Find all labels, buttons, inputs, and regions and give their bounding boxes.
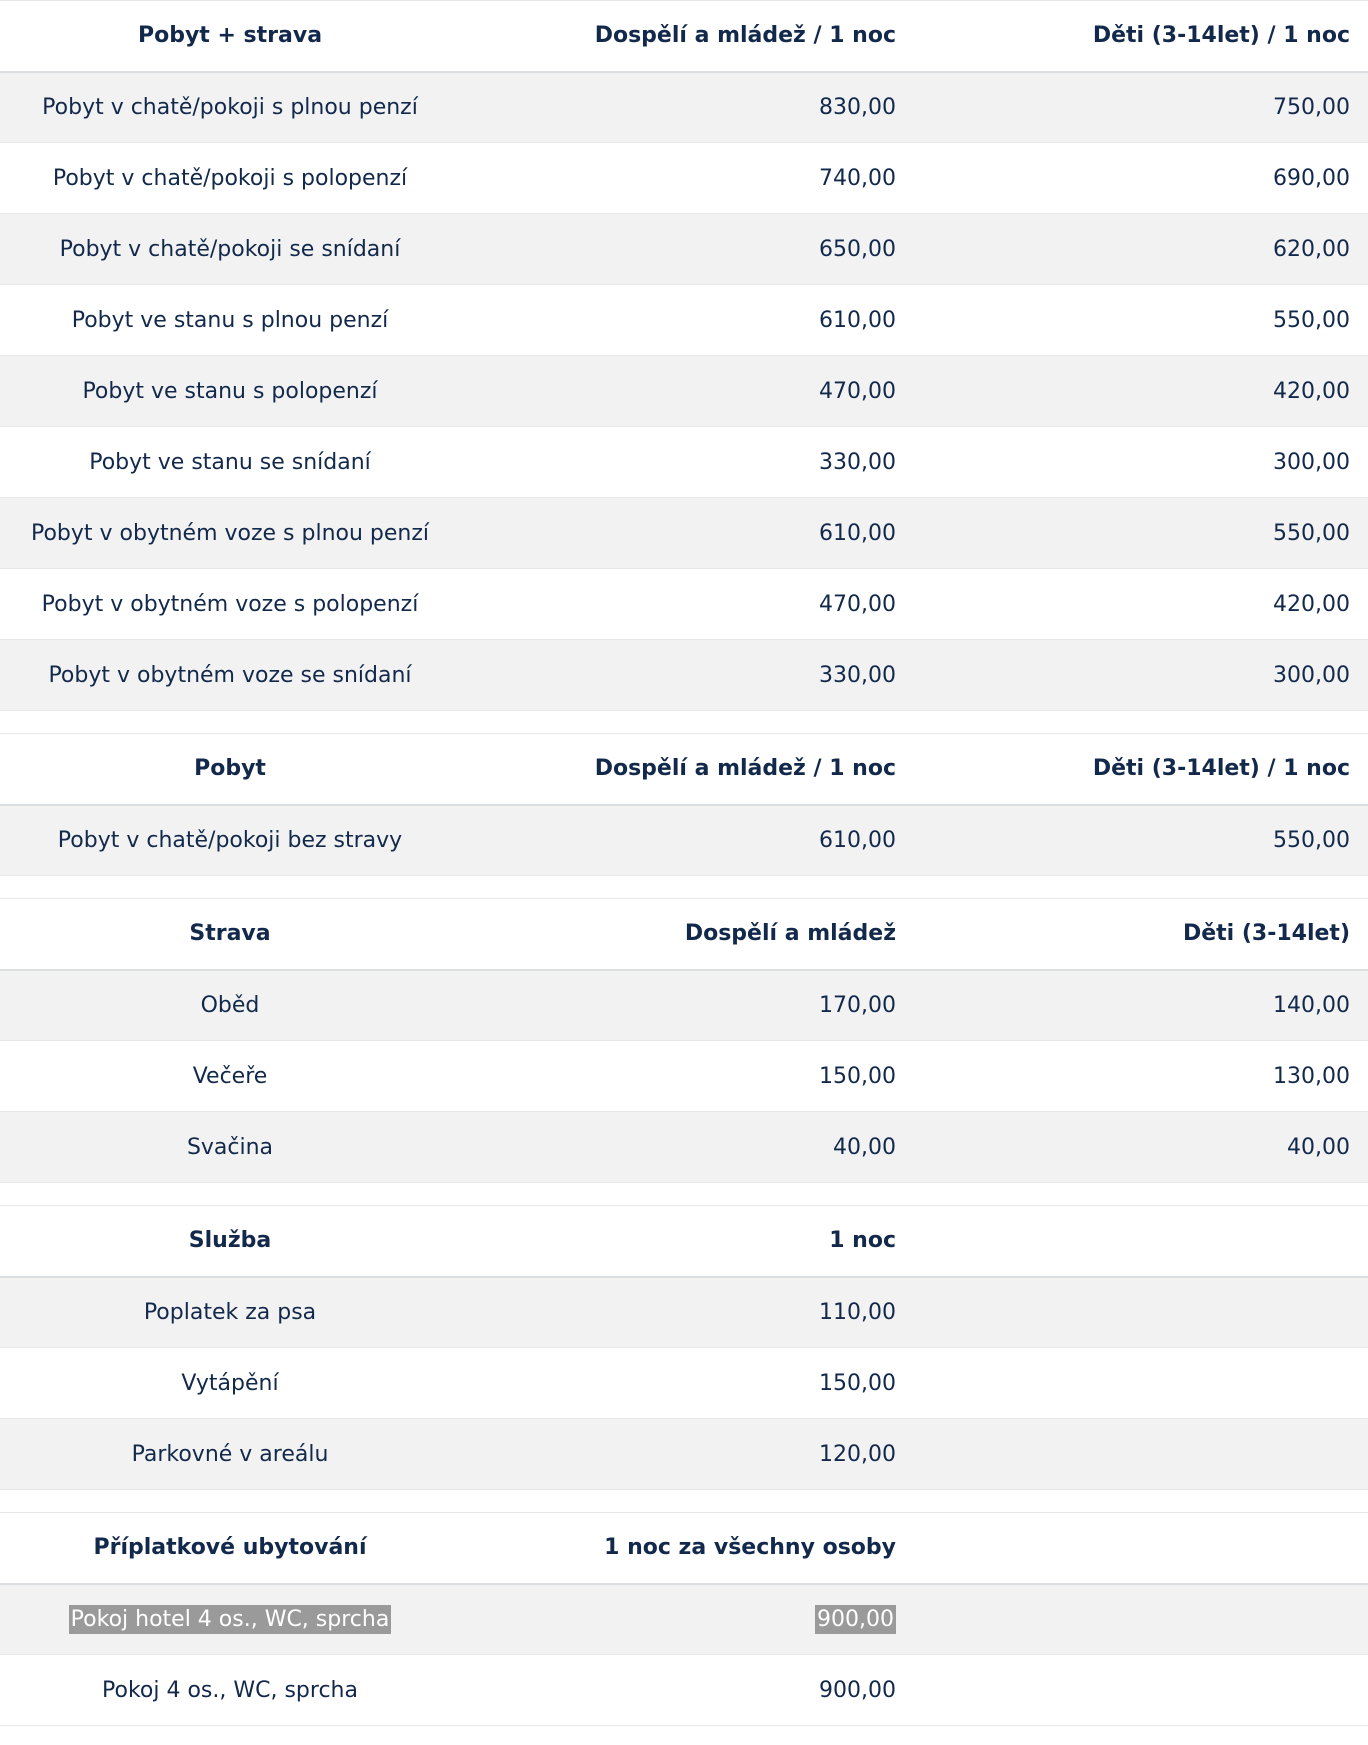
column-header: Pobyt + strava [0,1,460,72]
column-header [914,1513,1368,1584]
item-name: Pobyt ve stanu se snídaní [0,427,460,498]
column-header: Příplatkové ubytování [0,1513,460,1584]
table-row [0,569,1368,640]
table-spacer [0,876,1368,898]
table-row [0,285,1368,356]
price-child: 140,00 [914,970,1368,1041]
item-name: Pobyt ve stanu s plnou penzí [0,285,460,356]
column-header: Služba [0,1206,460,1277]
item-name: Pobyt v obytném voze s polopenzí [0,569,460,640]
item-name: Pobyt v obytném voze s plnou penzí [0,498,460,569]
table-header-row [0,734,1368,805]
item-name: Svačina [0,1112,460,1183]
price-child: 620,00 [914,214,1368,285]
table-row [0,72,1368,143]
table-row [0,1655,1368,1726]
column-header: Děti (3-14let) / 1 noc [914,1,1368,72]
table-row [0,640,1368,711]
price-per-night: 150,00 [460,1348,914,1419]
table-header-row [0,1206,1368,1277]
table-spacer [0,1183,1368,1205]
column-header: Strava [0,899,460,970]
empty-cell [914,1419,1368,1490]
price-child: 690,00 [914,143,1368,214]
table-header-row [0,1,1368,72]
table-row [0,1112,1368,1183]
price-child: 300,00 [914,640,1368,711]
price-child: 550,00 [914,498,1368,569]
empty-cell [914,1277,1368,1348]
table-header-row [0,899,1368,970]
table-row [0,356,1368,427]
table-header-row [0,1513,1368,1584]
column-header: Pobyt [0,734,460,805]
item-name: Parkovné v areálu [0,1419,460,1490]
table-row [0,1041,1368,1112]
price-child: 420,00 [914,356,1368,427]
column-header: Dospělí a mládež / 1 noc [460,1,914,72]
item-name: Pobyt v chatě/pokoji s polopenzí [0,143,460,214]
price-child: 550,00 [914,805,1368,876]
table-stay [0,733,1368,876]
item-name: Pokoj 4 os., WC, sprcha [0,1655,460,1726]
table-row [0,970,1368,1041]
item-name: Poplatek za psa [0,1277,460,1348]
price-adult: 610,00 [460,805,914,876]
column-header: Dospělí a mládež [460,899,914,970]
table-stay-meals [0,0,1368,711]
table-row [0,805,1368,876]
table-row [0,427,1368,498]
column-header: Děti (3-14let) / 1 noc [914,734,1368,805]
price-adult: 40,00 [460,1112,914,1183]
price-per-night: 110,00 [460,1277,914,1348]
item-name: Pobyt v chatě/pokoji se snídaní [0,214,460,285]
column-header: Děti (3-14let) [914,899,1368,970]
price-child: 550,00 [914,285,1368,356]
price-child: 40,00 [914,1112,1368,1183]
selected-text[interactable]: Pokoj hotel 4 os., WC, sprcha [70,1606,390,1632]
price-child: 750,00 [914,72,1368,143]
price-adult: 830,00 [460,72,914,143]
table-spacer [0,1490,1368,1512]
empty-cell [914,1584,1368,1655]
item-name: Pobyt ve stanu s polopenzí [0,356,460,427]
column-header: 1 noc za všechny osoby [460,1513,914,1584]
price-adult: 330,00 [460,640,914,711]
table-services [0,1205,1368,1490]
table-row [0,1419,1368,1490]
column-header: 1 noc [460,1206,914,1277]
table-row [0,498,1368,569]
price-adult: 470,00 [460,569,914,640]
item-name-cell [0,1584,460,1655]
table-spacer [0,711,1368,733]
table-row [0,1584,1368,1655]
price-child: 130,00 [914,1041,1368,1112]
table-meals [0,898,1368,1183]
price-adult: 610,00 [460,285,914,356]
column-header: Dospělí a mládež / 1 noc [460,734,914,805]
price-child: 420,00 [914,569,1368,640]
empty-cell [914,1348,1368,1419]
item-name: Oběd [0,970,460,1041]
price-adult: 610,00 [460,498,914,569]
item-name: Pobyt v obytném voze se snídaní [0,640,460,711]
item-name: Vytápění [0,1348,460,1419]
item-name: Pobyt v chatě/pokoji s plnou penzí [0,72,460,143]
table-row [0,214,1368,285]
price-cell [460,1584,914,1655]
price-per-night: 120,00 [460,1419,914,1490]
table-extra-accommodation [0,1512,1368,1726]
item-name: Večeře [0,1041,460,1112]
table-row [0,1348,1368,1419]
price-adult: 330,00 [460,427,914,498]
column-header [914,1206,1368,1277]
table-row [0,143,1368,214]
price-adult: 740,00 [460,143,914,214]
price-child: 300,00 [914,427,1368,498]
price-adult: 150,00 [460,1041,914,1112]
table-row [0,1277,1368,1348]
item-name: Pobyt v chatě/pokoji bez stravy [0,805,460,876]
price-adult: 170,00 [460,970,914,1041]
selected-text[interactable]: 900,00 [817,1606,894,1632]
price-adult: 470,00 [460,356,914,427]
price-adult: 650,00 [460,214,914,285]
empty-cell [914,1655,1368,1726]
price-per-night: 900,00 [460,1655,914,1726]
